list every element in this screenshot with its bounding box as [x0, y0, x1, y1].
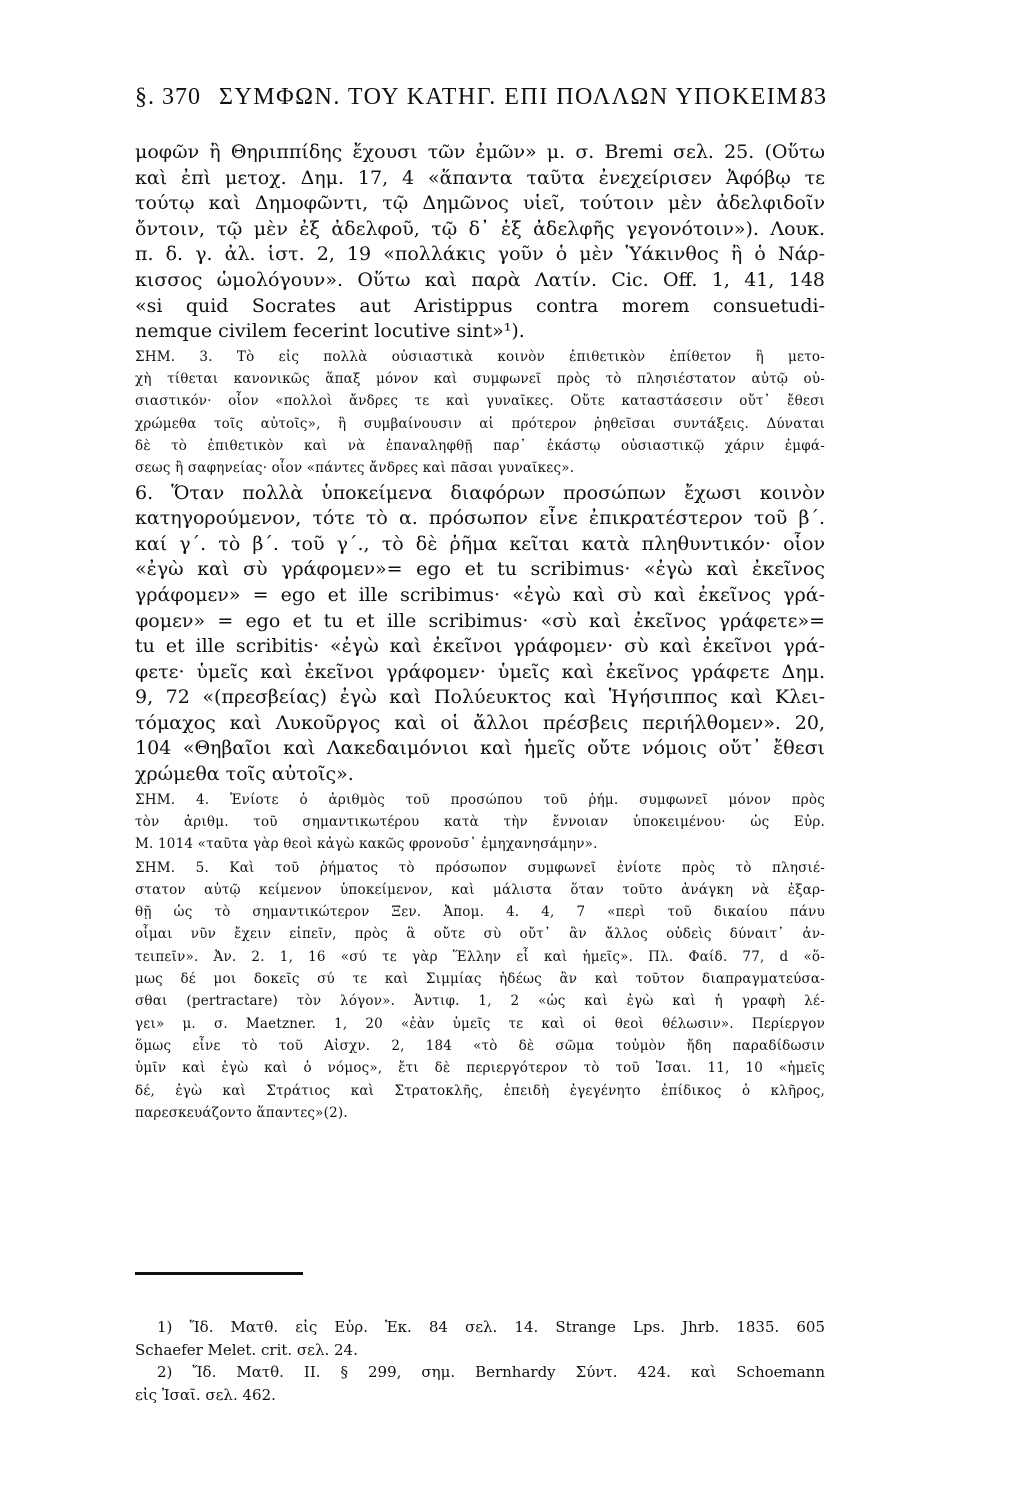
- note-line: χὴ τίθεται κανονικῶς ἅπαξ μόνον καὶ συμφωνεῖ πρὸς τὸ πλησιέστατον αὐτῷ οὐ-: [135, 371, 825, 388]
- text-line: τόμαχος καὶ Λυκοῦργος καὶ οἱ ἄλλοι πρέσβεις περιήλθομεν». 20,: [135, 711, 825, 734]
- text-line: φομεν» = ego et tu et ille scribimus· «σὺ καὶ ἐκεῖνος γράφετε»=: [135, 609, 825, 632]
- text-line: «si quid Socrates aut Aristippus contra morem consuetudi-: [135, 294, 825, 317]
- footnote-line: Schaefer Melet. crit. σελ. 24.: [135, 1340, 358, 1359]
- note-3: [135, 346, 825, 480]
- text-line: μοφῶν ἢ Θηριππίδης ἔχουσι τῶν ἐμῶν» μ. σ. Bremi σελ. 25. (Οὕτω: [135, 141, 825, 163]
- page-number: 83: [801, 84, 827, 110]
- text-line: 6. Ὅταν πολλὰ ὑποκείμενα διαφόρων προσώπων ἔχωσι κοινὸν: [135, 481, 825, 504]
- page-body: [135, 140, 825, 1124]
- note-5: [135, 857, 825, 1125]
- text-line: 104 «Θηβαῖοι καὶ Λακεδαιμόνιοι καὶ ἡμεῖς οὔτε νόμοις οὔτ᾽ ἔθεσι: [135, 737, 825, 760]
- note-line: στατον αὐτῷ κείμενον ὑποκείμενον, καὶ μάλιστα ὅταν τοῦτο ἀνάγκη νὰ ἐξαρ-: [135, 881, 825, 898]
- footnote-line: εἰς Ἰσαῖ. σελ. 462.: [135, 1385, 276, 1404]
- note-line: οἶμαι νῦν ἔχειν εἰπεῖν, πρὸς ἃ οὔτε σὺ οὔτ᾽ ἂν ἄλλος οὐδεὶς δύναιτ᾽ ἀν-: [135, 926, 825, 943]
- text-line: κατηγορούμενον, τότε τὸ α. πρόσωπον εἶνε ἐπικρατέστερον τοῦ β΄.: [135, 507, 825, 530]
- note-line: παρεσκευάζοντο ἅπαντες»(2).: [135, 1104, 348, 1121]
- note-line: ΣΗΜ. 4. Ἐνίοτε ὁ ἀριθμὸς τοῦ προσώπου τοῦ ῥήμ. συμφωνεῖ μόνον πρὸς: [135, 791, 825, 808]
- note-line: ΣΗΜ. 5. Καὶ τοῦ ῥήματος τὸ πρόσωπον συμφωνεῖ ἐνίοτε πρὸς τὸ πλησιέ-: [135, 859, 825, 876]
- footnote-rule: [135, 1272, 303, 1275]
- note-line: δέ, ἐγὼ καὶ Στράτιος καὶ Στρατοκλῆς, ἐπειδὴ ἐγεγένητο ἐπίδικος ὁ κλῆρος,: [135, 1082, 825, 1099]
- text-line: 9, 72 «(πρεσβείας) ἐγὼ καὶ Πολύευκτος καὶ Ἡγήσιππος καὶ Κλει-: [135, 686, 825, 709]
- note-line: σθαι (pertractare) τὸν λόγον». Ἀντιφ. 1, 2 «ὡς καὶ ἐγὼ καὶ ἡ γραφὴ λέ-: [135, 993, 825, 1010]
- note-line: ὅμως εἶνε τὸ τοῦ Αἰσχν. 2, 184 «τὸ δὲ σῶμα τοὐμὸν ἤδη παραδίδωσιν: [135, 1037, 825, 1054]
- note-line: ΣΗΜ. 3. Τὸ εἰς πολλὰ οὐσιαστικὰ κοινὸν ἐπιθετικὸν ἐπίθετον ἢ μετο-: [135, 348, 825, 365]
- note-line: σεως ἢ σαφηνείας· οἷον «πάντες ἄνδρες καὶ πᾶσαι γυναῖκες».: [135, 460, 575, 477]
- note-line: ὑμῖν καὶ ἐγὼ καὶ ὁ νόμος», ἔτι δὲ περιεργότερον τὸ τοῦ Ἰσαι. 11, 10 «ἡμεῖς: [135, 1060, 825, 1077]
- text-line: κισσος ὡμολόγουν». Οὕτω καὶ παρὰ Λατίν. Cic. Off. 1, 41, 148: [135, 268, 825, 291]
- text-line: ὄντοιν, τῷ μὲν ἐξ ἀδελφοῦ, τῷ δ᾽ ἐξ ἀδελφῆς γεγονότοιν»). Λουκ.: [135, 217, 825, 240]
- note-line: μως δέ μοι δοκεῖς σύ τε καὶ Σιμμίας ἡδέως ἂν καὶ τοῦτον διαπραγματεύσα-: [135, 971, 825, 988]
- note-line: τειπεῖν». Ἀν. 2. 1, 16 «σύ τε γὰρ Ἕλλην εἶ καὶ ἡμεῖς». Πλ. Φαίδ. 77, d «ὅ-: [135, 948, 825, 965]
- section-number: §. 370: [135, 84, 201, 110]
- note-line: γει» μ. σ. Maetzner. 1, 20 «ἐὰν ὑμεῖς τε καὶ οἱ θεοὶ θέλωσιν». Περίεργον: [135, 1015, 825, 1032]
- text-line: «ἐγὼ καὶ σὺ γράφομεν»= ego et tu scribimus· «ἐγὼ καὶ ἐκεῖνος: [135, 558, 825, 581]
- note-line: θῇ ὡς τὸ σημαντικώτερον Ξεν. Ἀπομ. 4. 4, 7 «περὶ τοῦ δικαίου πάνυ: [135, 904, 825, 921]
- text-line: καὶ ἐπὶ μετοχ. Δημ. 17, 4 «ἅπαντα ταῦτα ἐνεχείρισεν Ἀφόβῳ τε: [135, 166, 825, 189]
- note-line: Μ. 1014 «ταῦτα γὰρ θεοὶ κἀγὼ κακῶς φρονοῦσ᾽ ἐμηχανησάμην».: [135, 836, 598, 853]
- note-line: τὸν ἀριθμ. τοῦ σημαντικωτέρου κατὰ τὴν ἔννοιαν ὑποκειμένου· ὡς Εὐρ.: [135, 813, 825, 830]
- text-line: τούτῳ καὶ Δημοφῶντι, τῷ Δημῶνος υἱεῖ, τούτοιν μὲν ἀδελφιδοῖν: [135, 192, 825, 215]
- note-line: σιαστικόν· οἷον «πολλοὶ ἄνδρες τε καὶ γυναῖκες. Οὔτε καταστάσεσιν οὔτ᾽ ἔθεσι: [135, 393, 825, 410]
- footnote-line: 1) Ἴδ. Ματθ. εἰς Εὐρ. Ἑκ. 84 σελ. 14. Strange Lps. Jhrb. 1835. 605: [157, 1318, 825, 1336]
- running-header: [135, 84, 827, 124]
- paragraph-continuation: [135, 140, 825, 345]
- text-line: tu et ille scribitis· «ἐγὼ καὶ ἐκεῖνοι γράφομεν· σὺ καὶ ἐκεῖνοι γρά-: [135, 635, 825, 658]
- text-line: nemque civilem fecerint locutive sint»¹).: [135, 320, 525, 343]
- note-4: [135, 789, 825, 856]
- text-line: χρώμεθα τοῖς αὐτοῖς».: [135, 763, 354, 786]
- text-line: καί γ΄. τὸ β΄. τοῦ γ΄., τὸ δὲ ῥῆμα κεῖται κατὰ πληθυντικόν· οἷον: [135, 532, 825, 555]
- note-line: δὲ τὸ ἐπιθετικὸν καὶ νὰ ἐπαναληφθῇ παρ᾽ ἑκάστῳ οὐσιαστικῷ χάριν ἐμφά-: [135, 437, 825, 454]
- text-line: γράφομεν» = ego et ille scribimus· «ἐγὼ καὶ σὺ καὶ ἐκεῖνος γρά-: [135, 583, 825, 606]
- paragraph-6: [135, 481, 825, 788]
- running-title: ΣΥΜΦΩΝ. ΤΟΥ ΚΑΤΗΓ. ΕΠΙ ΠΟΛΛΩΝ ΥΠΟΚΕΙΜ.: [219, 84, 807, 110]
- footnote-line: 2) Ἴδ. Ματθ. II. § 299, σημ. Bernhardy Σύντ. 424. καὶ Schoemann: [157, 1363, 825, 1381]
- footnotes: [135, 1316, 825, 1406]
- note-line: χρώμεθα τοῖς αὐτοῖς», ἢ συμβαίνουσιν αἱ πρότερον ῥηθεῖσαι συντάξεις. Δύναται: [135, 415, 825, 432]
- text-line: π. δ. γ. ἀλ. ἱστ. 2, 19 «πολλάκις γοῦν ὁ μὲν Ὑάκινθος ἢ ὁ Νάρ-: [135, 243, 825, 266]
- text-line: φετε· ὑμεῖς καὶ ἐκεῖνοι γράφομεν· ὑμεῖς καὶ ἐκεῖνος γράφετε Δημ.: [135, 660, 825, 683]
